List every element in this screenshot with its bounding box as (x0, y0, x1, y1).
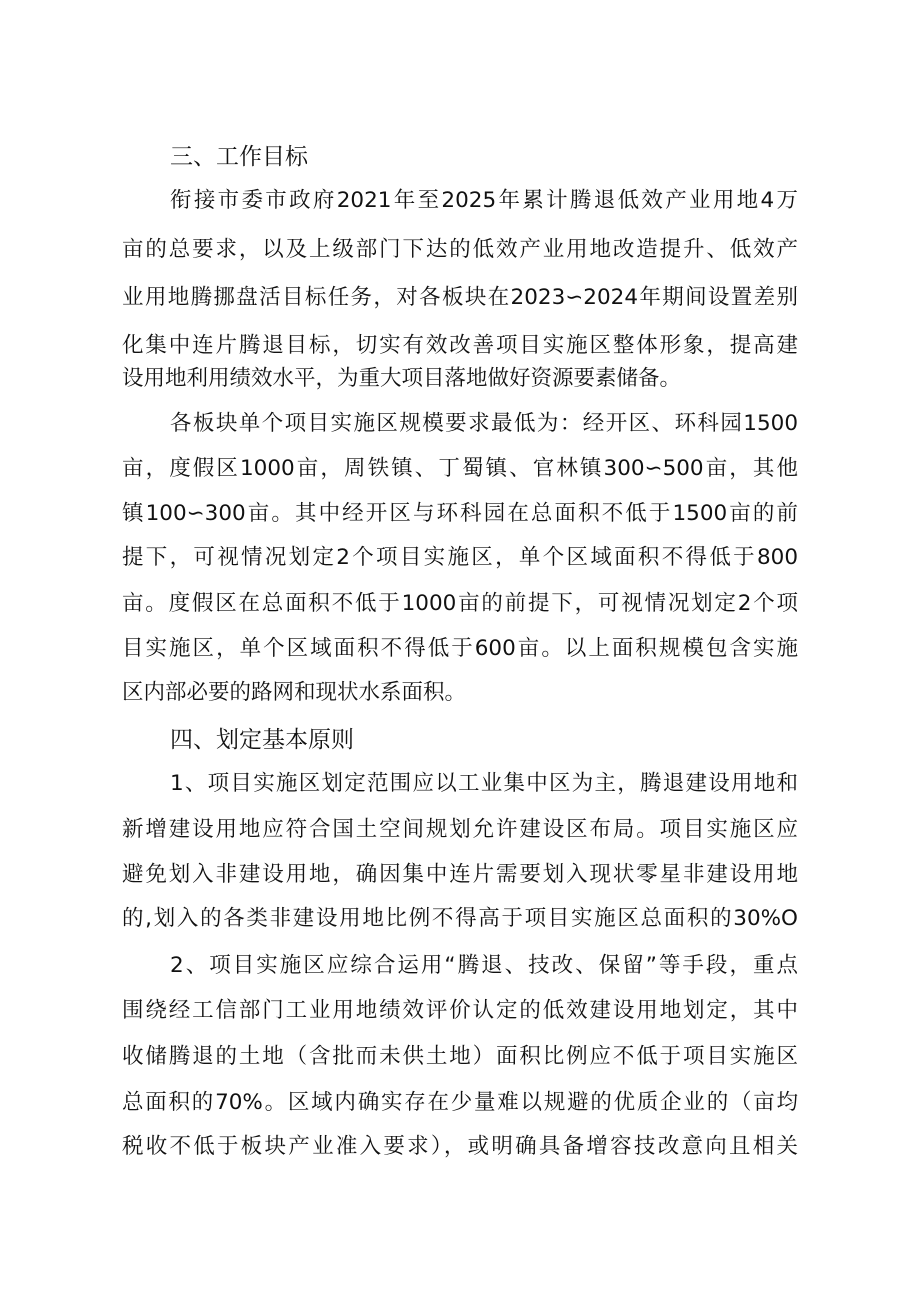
paragraph-line: 提下，可视情况划定2个项目实施区，单个区域面积不得低于800 (122, 545, 798, 570)
paragraph-line: 业用地腾挪盘活目标任务，对各板块在2023∽2024年期间设置差别 (122, 285, 798, 310)
paragraph-line: 亩的总要求，以及上级部门下达的低效产业用地改造提升、低效产 (122, 237, 798, 262)
paragraph-line: 围绕经工信部门工业用地绩效评价认定的低效建设用地划定，其中 (122, 998, 798, 1023)
paragraph-line: 收储腾退的土地（含批而未供土地）面积比例应不低于项目实施区 (122, 1044, 798, 1069)
paragraph-line: 化集中连片腾退目标，切实有效改善项目实施区整体形象，提高建 (122, 333, 798, 358)
paragraph-line: 的,划入的各类非建设用地比例不得高于项目实施区总面积的30%O (122, 906, 798, 931)
paragraph-line: 亩，度假区1000亩，周铁镇、丁蜀镇、官林镇300∽500亩，其他 (122, 456, 798, 481)
paragraph-line: 总面积的70%。区域内确实存在少量难以规避的优质企业的（亩均 (122, 1090, 798, 1115)
section-heading-basic-principles: 四、划定基本原则 (170, 727, 354, 753)
paragraph-line: 各板块单个项目实施区规模要求最低为：经开区、环科园1500 (170, 411, 798, 436)
paragraph-line: 区内部必要的路网和现状水系面积。 (122, 680, 467, 705)
paragraph-line: 避免划入非建设用地，确因集中连片需要划入现状零星非建设用地 (122, 862, 798, 887)
paragraph-line: 衔接市委市政府2021年至2025年累计腾退低效产业用地4万 (170, 188, 798, 213)
paragraph-line: 目实施区，单个区域面积不得低于600亩。以上面积规模包含实施 (122, 636, 798, 661)
paragraph-line: 1、项目实施区划定范围应以工业集中区为主，腾退建设用地和 (170, 771, 798, 796)
paragraph-line: 镇100∽300亩。其中经开区与环科园在总面积不低于1500亩的前 (122, 501, 798, 526)
paragraph-line: 设用地利用绩效水平，为重大项目落地做好资源要素储备。 (122, 366, 682, 391)
section-heading-work-goals: 三、工作目标 (170, 144, 308, 170)
paragraph-line: 新增建设用地应符合国土空间规划允许建设区布局。项目实施区应 (122, 817, 798, 842)
paragraph-line: 2、项目实施区应综合运用“腾退、技改、保留”等手段，重点 (170, 953, 798, 978)
paragraph-line: 税收不低于板块产业准入要求），或明确具备增容技改意向且相关 (122, 1134, 798, 1159)
paragraph-line: 亩。度假区在总面积不低于1000亩的前提下，可视情况划定2个项 (122, 591, 798, 616)
